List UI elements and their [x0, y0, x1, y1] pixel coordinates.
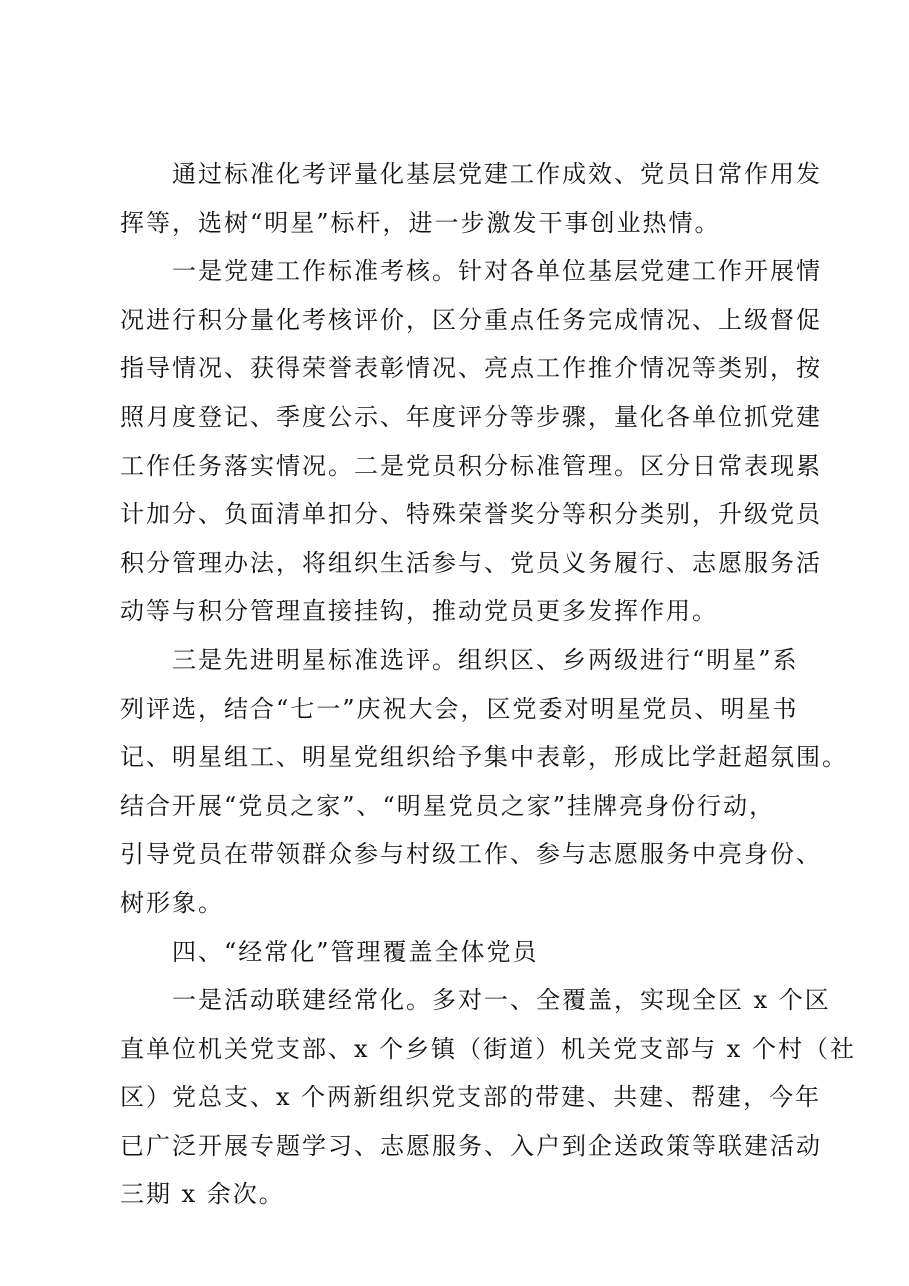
paragraph-line: 动等与积分管理直接挂钩，推动党员更多发挥作用。	[120, 597, 718, 626]
paragraph-line: 一是活动联建经常化。多对一、全覆盖，实现全区 x 个区	[172, 986, 831, 1015]
paragraph-line: 直单位机关党支部、x 个乡镇（街道）机关党支部与 x 个村（社	[120, 1034, 856, 1063]
paragraph-line: 通过标准化考评量化基层党建工作成效、党员日常作用发	[172, 160, 822, 188]
paragraph-line: 况进行积分量化考核评价，区分重点任务完成情况、上级督促	[120, 305, 822, 334]
paragraph-line: 已广泛开展专题学习、志愿服务、入户到企送政策等联建活动	[120, 1131, 822, 1160]
paragraph-line: 工作任务落实情况。二是党员积分标准管理。区分日常表现累	[120, 451, 822, 480]
paragraph-line: 结合开展“党员之家”、“明星党员之家”挂牌亮身份行动，	[120, 791, 776, 820]
paragraph-line: 照月度登记、季度公示、年度评分等步骤，量化各单位抓党建	[120, 402, 822, 431]
paragraph-line: 计加分、负面清单扣分、特殊荣誉奖分等积分类别，升级党员	[120, 500, 822, 529]
paragraph-line: 区）党总支、x 个两新组织党支部的带建、共建、帮建，今年	[120, 1083, 822, 1112]
paragraph-line: 树形象。	[120, 888, 224, 917]
paragraph-line: 一是党建工作标准考核。针对各单位基层党建工作开展情	[172, 257, 822, 286]
paragraph-line: 挥等，选树“明星”标杆，进一步激发干事创业热情。	[120, 208, 721, 237]
paragraph-line: 记、明星组工、明星党组织给予集中表彰，形成比学赶超氛围。	[120, 743, 848, 772]
paragraph-line: 列评选，结合“七一”庆祝大会，区党委对明星党员、明星书	[120, 694, 799, 723]
section-heading: 四、“经常化”管理覆盖全体党员	[172, 937, 539, 966]
document-body	[120, 150, 856, 1219]
paragraph-line: 引导党员在带领群众参与村级工作、参与志愿服务中亮身份、	[120, 840, 822, 869]
paragraph-line: 积分管理办法，将组织生活参与、党员义务履行、志愿服务活	[120, 548, 822, 577]
paragraph-line: 三期 x 余次。	[120, 1180, 285, 1209]
paragraph-line: 三是先进明星标准选评。组织区、乡两级进行“明星”系	[172, 645, 799, 674]
paragraph-line: 指导情况、获得荣誉表彰情况、亮点工作推介情况等类别，按	[120, 354, 822, 383]
